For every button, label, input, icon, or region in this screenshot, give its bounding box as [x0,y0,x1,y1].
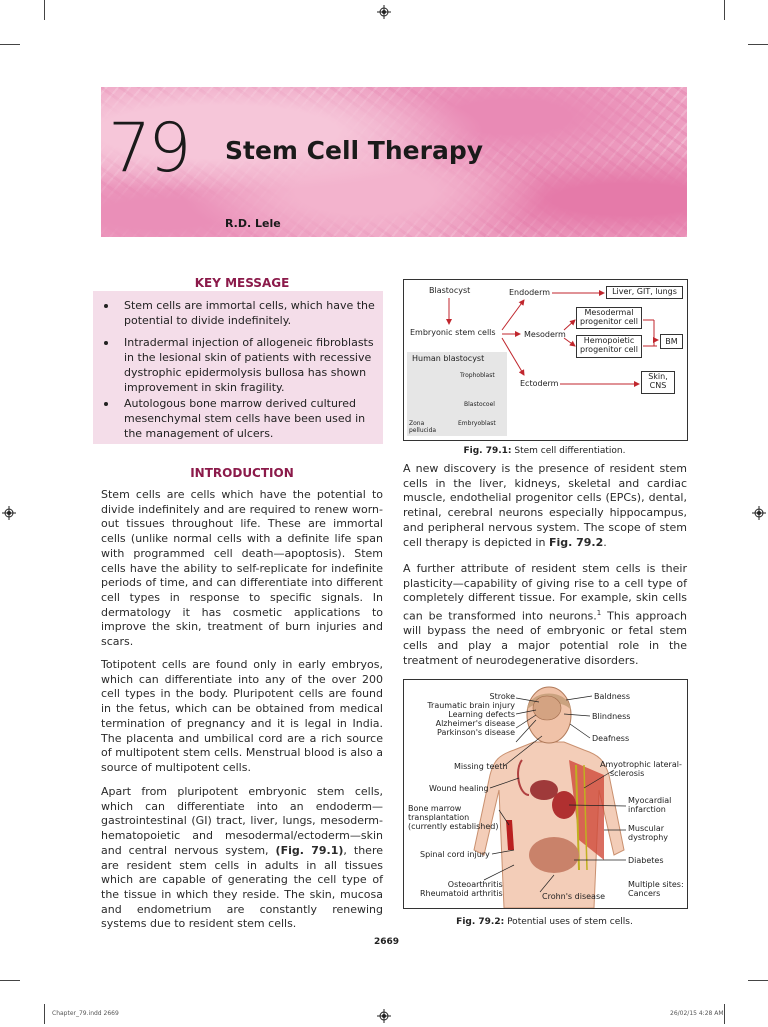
crop-mark [724,1004,725,1024]
fig1-zona: Zona pellucida [409,420,437,434]
fig1-blastocoel: Blastocoel [464,401,495,408]
registration-mark-icon [752,505,766,519]
fig2-blindness: Blindness [592,712,631,721]
fig1-hemopoietic-box: Hemopoietic progenitor cell [576,335,642,358]
fig2-wound-healing: Wound healing [429,784,489,793]
key-message-bullet: Autologous bone marrow derived cultured mesenchymal stem cells have been used in the management of ulcers. [104,396,382,441]
fig1-embryoblast: Embryoblast [458,420,496,427]
fig2-deafness: Deafness [592,734,630,743]
key-message-bullet: Stem cells are immortal cells, which have the potential to divide indefinitely. [104,298,382,328]
fig1-embryonic: Embryonic stem cells [410,328,496,337]
fig1-ectoderm: Ectoderm [520,379,559,388]
fig2-neuro-labels: Stroke Traumatic brain injury Learning defects Alzheimer's disease Parkinson's disease [427,692,515,737]
crop-mark [44,0,45,20]
key-message-title: KEY MESSAGE [194,276,290,290]
fig2-muscular: Muscular dystrophy [628,824,669,842]
fig2-spinal-cord: Spinal cord injury [420,850,490,859]
fig-reference[interactable]: Fig. 79.2 [548,535,604,549]
crop-mark [748,44,768,45]
fig2-arthritis: Osteoarthritis Rheumatoid arthritis [420,880,503,898]
fig1-endoderm: Endoderm [509,288,551,297]
fig1-liver-box: Liver, GIT, lungs [606,286,683,299]
crop-mark [44,1004,45,1024]
right-paragraph-1: A new discovery is the presence of resident stem cells in the liver, kidneys, skeletal and cardiac muscle, endothelial progenitor cells (EPCs), dental, retinal, cerebral neurons especially hippocampus, and peripheral nervous system. The scope of stem cell therapy is depicted in Fig. 79.2. [403,462,687,549]
fig1-skin-box: Skin, CNS [641,371,675,394]
fig1-human-blastocyst: Human blastocyst [412,354,485,363]
fig2-bone-marrow: Bone marrow transplantation (currently established) [408,804,499,831]
crop-mark [724,0,725,20]
intro-paragraph-3: Apart from pluripotent embryonic stem cells, which can differentiate into an endoderm—gastrointestinal (GI) tract, liver, lungs, mesoderm-hematopoietic and mesodermal/ectoderm—skin and central nervous system, (Fig. 79.1), there are resident stem cells in adults in all tissues which are capable of generating the cell type of the tissue in which they reside. The skin, mucosa and endometrium are constantly renewing systems due to resident stem cells. [101,785,383,931]
fig2-missing-teeth: Missing teeth [454,762,508,771]
footer-timestamp: 26/02/15 4:28 AM [670,1010,724,1017]
right-paragraph-2: A further attribute of resident stem cells is their plasticity—capability of giving rise to a cell type of completely different tissue. For example, skin cells can be transformed into neurons.$^1$ This approach will bypass the need of embryonic or fetal stem cells and play a major potential role in the treatment of neurodegenerative disorders. [403,562,687,667]
introduction-heading: INTRODUCTION [190,466,294,480]
chapter-number: 79 [108,109,189,188]
fig2-caption: Fig. 79.2: Potential uses of stem cells. [456,917,633,927]
fig1-mesodermal-box: Mesodermal progenitor cell [576,307,642,329]
key-message-bullet: Intradermal injection of allogeneic fibroblasts in the lesional skin of patients with recessive dystrophic epidermolysis bullosa has shown improvement in skin fragility. [104,335,382,395]
crop-mark [0,44,20,45]
fig-reference[interactable]: (Fig. 79.1) [275,843,344,857]
fig2-crohns: Crohn's disease [542,892,606,901]
crop-mark [748,980,768,981]
figure-stem-cell-uses [403,679,688,909]
crop-mark [0,980,20,981]
fig1-mesoderm: Mesoderm [524,330,566,339]
registration-mark-icon [377,4,391,18]
registration-mark-icon [377,1008,391,1022]
author: R.D. Lele [225,217,281,230]
figure-stem-cell-differentiation [403,279,688,441]
intro-paragraph-1: Stem cells are cells which have the potential to divide indefinitely and are required to renew worn-out tissues throughout life. These are immortal cells (unlike normal cells with a definite life span with programmed cell death—apoptosis). Stem cells have the ability to self-replicate for indefinite periods of time, and can differentiate into different cell types in response to specific signals. In dermatology it has cosmetic applications to improve the skin, treatment of burn injuries and scars. [101,488,383,649]
fig2-als: Amyotrophic lateral- sclerosis [600,760,682,778]
registration-mark-icon [2,505,16,519]
intro-paragraph-2: Totipotent cells are found only in early embryos, which can differentiate into any of the over 200 cell types in the body. Pluripotent cells are found in the fetus, which can be obtained from medical termination of pregnancy and it is legal in India. The placenta and umbilical cord are a rich source of multipotent stem cells. Menstrual blood is also a source of multipotent cells. [101,658,383,774]
fig2-diabetes: Diabetes [628,856,664,865]
fig1-trophoblast: Trophoblast [460,372,495,379]
footer-file: Chapter_79.indd 2669 [52,1010,119,1017]
fig2-myocardial: Myocardial infarction [628,796,672,814]
fig1-caption: Fig. 79.1: Stem cell differentiation. [463,446,626,456]
page-number: 2669 [374,937,400,947]
fig1-bm-box: BM [660,334,683,349]
fig2-baldness: Baldness [594,692,631,701]
fig2-multiple-sites: Multiple sites: Cancers [628,880,684,898]
fig1-blastocyst: Blastocyst [429,286,471,295]
chapter-title: Stem Cell Therapy [225,136,484,165]
